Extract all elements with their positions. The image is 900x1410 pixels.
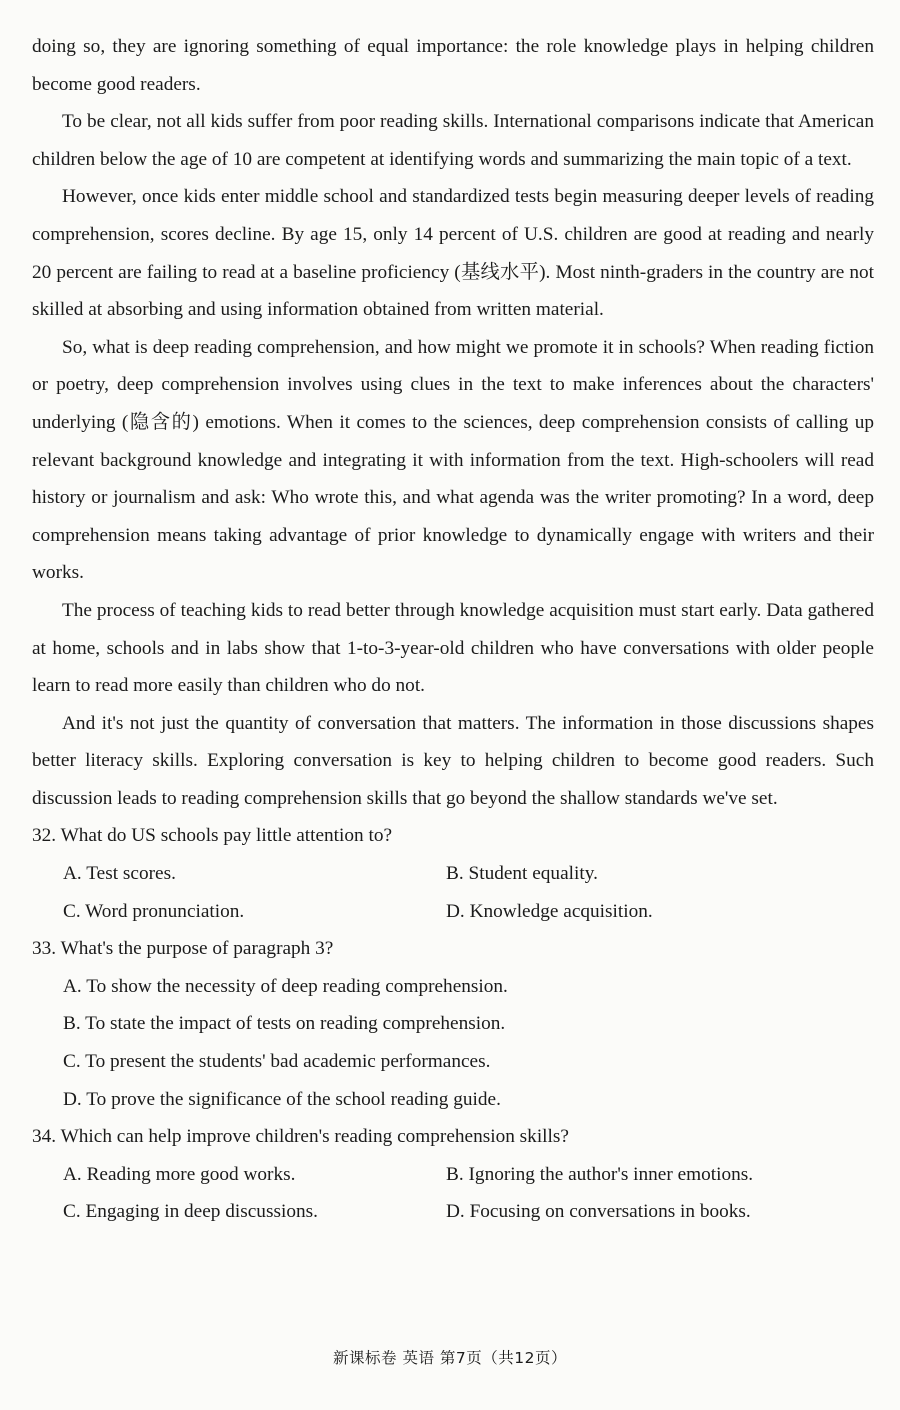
option-a: A. To show the necessity of deep reading comprehension. xyxy=(63,975,508,997)
question-stem: 32. What do US schools pay little attention to? xyxy=(32,825,393,847)
option-d: D. To prove the significance of the school reading guide. xyxy=(63,1088,501,1110)
answer-options xyxy=(32,1156,874,1231)
question-stem: 33. What's the purpose of paragraph 3? xyxy=(32,938,334,960)
option-c: C. Engaging in deep discussions. xyxy=(63,1201,318,1223)
option-b: B. Ignoring the author's inner emotions. xyxy=(446,1163,754,1185)
option-d: D. Knowledge acquisition. xyxy=(446,900,653,922)
page-footer: 新课标卷 英语 第7页（共12页） xyxy=(333,1349,567,1367)
question-32 xyxy=(32,817,874,930)
option-a: A. Test scores. xyxy=(63,863,176,885)
question-33 xyxy=(32,930,874,1118)
option-c: C. Word pronunciation. xyxy=(63,900,245,922)
answer-options xyxy=(32,855,874,930)
passage-paragraph: However, once kids enter middle school and standardized tests begin measuring deeper levels of reading comprehension, scores decline. By age 15, only 14 percent of U.S. children are good at reading and nearly 20 percent are failing to read at a baseline proficiency (基线水平). Most ninth-graders in the country are not skilled at absorbing and using information obtained from written material. xyxy=(32,186,874,321)
option-a: A. Reading more good works. xyxy=(63,1163,296,1185)
passage-paragraph: So, what is deep reading comprehension, and how might we promote it in schools? When reading fiction or poetry, deep comprehension involves using clues in the text to make inferences about the characters' underlying (隐含的) emotions. When it comes to the sciences, deep comprehension consists of calling up relevant background knowledge and integrating it with information from the text. High-schoolers will read history or journalism and ask: Who wrote this, and what agenda was the writer promoting? In a word, deep comprehension means taking advantage of prior knowledge to dynamically engage with writers and their works. xyxy=(32,336,874,584)
exam-page xyxy=(32,28,874,1231)
question-34 xyxy=(32,1118,874,1231)
question-stem: 34. Which can help improve children's reading comprehension skills? xyxy=(32,1126,569,1148)
passage-paragraph: doing so, they are ignoring something of equal importance: the role knowledge plays in helping children become good readers. xyxy=(32,36,874,95)
option-b: B. Student equality. xyxy=(446,863,598,885)
passage-paragraph: To be clear, not all kids suffer from poor reading skills. International comparisons indicate that American children below the age of 10 are competent at identifying words and summarizing the main topic of a text. xyxy=(32,111,874,170)
passage-paragraph: And it's not just the quantity of conversation that matters. The information in those discussions shapes better literacy skills. Exploring conversation is key to helping children to become good readers. Such discussion leads to reading comprehension skills that go beyond the shallow standards we've set. xyxy=(32,712,874,809)
passage-paragraph: The process of teaching kids to read better through knowledge acquisition must start early. Data gathered at home, schools and in labs show that 1-to-3-year-old children who have conversations with older people learn to read more easily than children who do not. xyxy=(32,599,874,697)
option-c: C. To present the students' bad academic performances. xyxy=(63,1051,491,1073)
answer-options xyxy=(32,968,874,1118)
option-b: B. To state the impact of tests on reading comprehension. xyxy=(63,1013,506,1035)
option-d: D. Focusing on conversations in books. xyxy=(446,1201,751,1223)
